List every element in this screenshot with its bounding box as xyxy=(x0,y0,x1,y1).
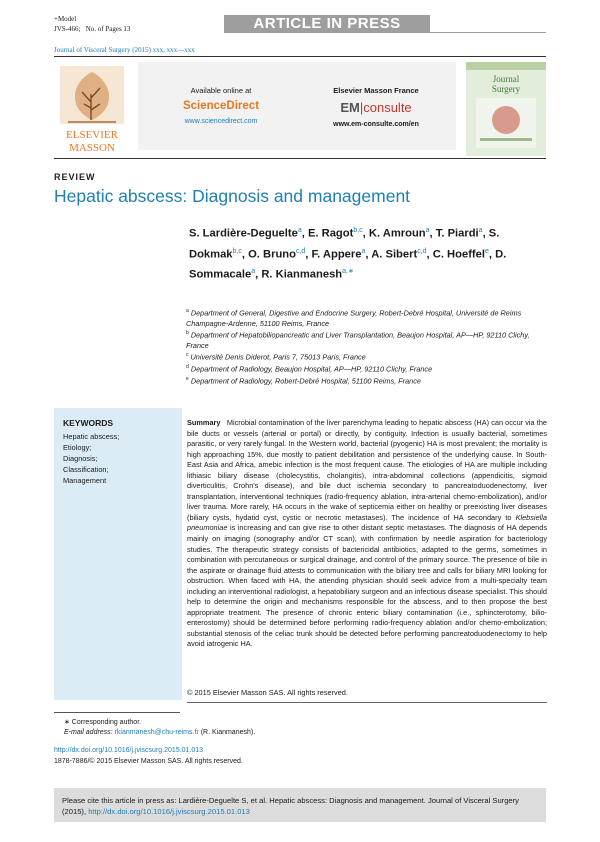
keyword-item: Classification; xyxy=(63,465,109,474)
author-name: S. Dokmak xyxy=(189,227,500,261)
keyword-item: Diagnosis; xyxy=(63,454,98,463)
affiliation-text: Department of Radiology, Beaujon Hospital, AP—HP, 92110 Clichy, France xyxy=(190,364,433,374)
abstract-divider xyxy=(187,702,547,703)
affiliation-d xyxy=(186,362,536,375)
author-affiliation-marker: a xyxy=(297,227,302,234)
author-name: S. Lardière-Deguelte xyxy=(189,227,298,240)
footnote-divider xyxy=(54,712,180,713)
em-brand-right: consulte xyxy=(363,100,412,115)
affiliation-a xyxy=(186,306,536,329)
model-tag: +Model xyxy=(54,15,77,23)
email-owner: (R. Kianmanesh). xyxy=(200,729,256,736)
article-type: REVIEW xyxy=(54,172,96,182)
affiliation-text: Université Denis Diderot, Paris 7, 75013 Paris, France xyxy=(190,352,366,362)
corresponding-author-note: ∗ Corresponding author. xyxy=(64,719,142,726)
publisher-name: Elsevier Masson France xyxy=(333,86,419,95)
logo-text-masson: MASSON xyxy=(69,142,115,154)
author-name: K. Amroun xyxy=(368,227,426,240)
author-affiliation-marker: b,c xyxy=(232,247,242,255)
author-affiliation-marker: b,c xyxy=(353,227,363,234)
sciencedirect-logo: ScienceDirect xyxy=(182,100,260,112)
keyword-item: Etiology; xyxy=(63,443,92,452)
affiliation-e xyxy=(186,374,536,387)
keywords-heading: KEYWORDS xyxy=(63,418,114,428)
author-affiliation-marker: c,d xyxy=(295,247,306,255)
abstract-text-part2: is increasing and can give rise to other distant septic metastases. The diagnosis of HA depends mainly on imaging (sonography and/or CT scan), with confirmation by needle aspiration for bacteriology studies. The therapeutic strategy consists of bactericidal antibiotics, adapted to the germs, sometimes in combination with percutaneous or surgical drainage, and control of the primary source. The presence of bile in the aspirate or drainage fluid attests to communication with the biliary tree and calls for biliary MRI looking for obstruction. When faced with HA, the attending physician should seek advice from a multi-specialty team including an interventional radiologist, a hepatobiliary surgeon and an infectious disease specialist. This should help to determine the origin and mechanisms responsible for the abscess, and to then propose the best appropriate treatment. The presence of chronic enteric biliary contamination (i.e., sphincterotomy, bilio-enterostomy) should be determined before performing radio-frequency ablation and/or chemo-embolization; substantial stenosis of the celiac trunk should be detected before performing pancreatoduodenectomy to help avoid iatrogenic HA. xyxy=(187,523,547,649)
author-name: T. Piardi xyxy=(435,227,479,240)
article-code xyxy=(54,25,130,33)
banner-rule xyxy=(430,32,546,33)
author-affiliation-marker: a xyxy=(425,227,430,234)
affiliation-text: Department of Radiology, Robert-Debré Hospital, 51100 Reims, France xyxy=(190,376,421,386)
abstract-body xyxy=(187,418,547,650)
abstract-lead: Summary xyxy=(187,418,221,427)
keyword-item: Management xyxy=(63,476,107,485)
email-link[interactable]: rkianmanesh@chu-reims.fr xyxy=(114,729,199,736)
logo-text-elsevier: ELSEVIER xyxy=(66,129,118,141)
sciencedirect-link[interactable]: www.sciencedirect.com xyxy=(184,118,258,125)
cover-title-surgery: Surgery xyxy=(491,84,521,94)
journal-cover-thumbnail xyxy=(466,62,546,156)
author-affiliation-marker: a xyxy=(478,227,483,234)
author-affiliation-marker: a xyxy=(251,268,256,276)
author-affiliation-marker: a,∗ xyxy=(342,268,354,276)
header-divider xyxy=(54,56,546,57)
article-title: Hepatic abscess: Diagnosis and management xyxy=(54,186,411,206)
affiliation-text: Department of Hepatobiliopancreatic and Liver Transplantation, Beaujon Hospital, AP—HP, 92110 Clichy, France xyxy=(186,330,530,350)
author-name: E. Ragot xyxy=(307,227,354,240)
elsevier-masson-logo xyxy=(54,64,130,156)
em-consulte-link[interactable]: www.em-consulte.com/en xyxy=(333,121,419,128)
citation-doi-link[interactable]: http://dx.doi.org/10.1016/j.jviscsurg.2015.01.013 xyxy=(88,807,250,816)
author-affiliation-marker: e xyxy=(484,247,489,255)
email-footnote xyxy=(64,729,255,736)
affiliation-marker: b xyxy=(186,330,189,336)
affiliation-c xyxy=(186,350,536,363)
available-online-label: Available online at xyxy=(190,86,252,95)
abstract-copyright: © 2015 Elsevier Masson SAS. All rights reserved. xyxy=(187,688,348,697)
em-brand-divider: | xyxy=(359,100,364,115)
author-name: A. Sibert xyxy=(371,248,418,261)
affiliation-marker: a xyxy=(186,308,189,314)
email-label: E-mail address: xyxy=(64,729,113,736)
issn-copyright: 1878-7886/© 2015 Elsevier Masson SAS. All rights reserved. xyxy=(54,758,243,765)
publisher-masthead xyxy=(138,62,456,150)
author-name: F. Appere xyxy=(311,248,362,261)
citation-prefix: Please cite this article in press as: Lardière-Deguelte S, et al. Hepatic abscess: Diagnosis and management. Journal of Visceral Surgery (2015), xyxy=(62,796,519,816)
article-in-press-banner: ARTICLE IN PRESS xyxy=(224,15,430,33)
author-name: D. Sommacale xyxy=(189,248,507,282)
masthead-divider xyxy=(54,158,546,159)
affiliation-text: Department of General, Digestive and Endocrine Surgery, Robert-Debré Hospital, Université de Reims Champagne-Ardenne, 51100 Reims, France xyxy=(186,308,522,328)
doi-link[interactable]: http://dx.doi.org/10.1016/j.jviscsurg.2015.01.013 xyxy=(54,747,204,754)
affiliation-marker: e xyxy=(186,376,189,382)
abstract-organism: Klebsiella pneumoniae xyxy=(187,512,547,533)
author-name: O. Bruno xyxy=(248,248,296,261)
em-brand-left: EM xyxy=(340,100,360,115)
page-count: No. of Pages 13 xyxy=(85,25,131,33)
author-name: C. Hoeffel xyxy=(432,248,485,261)
citation-text xyxy=(62,795,540,817)
author-affiliation-marker: a xyxy=(361,247,366,255)
em-consulte-logo xyxy=(308,100,444,115)
author-list: S. Lardière-Deguelte$^a$, E. Ragot$^{b,c}$, K. Amroun$^a$, T. Piardi$^a$, S. Dokmak$^{b,c}$, O. Bruno$^{c,d}$, F. Appere$^a$, A. Sibert$^{c,d}$, C. Hoeffel$^e$, D. Sommacale$^a$, R. Kianmanesh$^{a,∗}$ xyxy=(189,227,507,282)
journal-reference-link[interactable]: Journal of Visceral Surgery (2015) xxx, xxx—xxx xyxy=(54,46,195,54)
affiliation-marker: d xyxy=(186,364,189,370)
affiliation-b xyxy=(186,328,536,351)
keyword-item: Hepatic abscess; xyxy=(63,432,120,441)
abstract-text-part1: Microbial contamination of the liver parenchyma leading to hepatic abscess (HA) can occur via the bile ducts or vessels (arterial or portal) or directly, by contiguity. Infection is usually bacterial, sometimes parasitic, or very rarely fungal. In the Western world, bacterial (pyogenic) HA is most prevalent; the mortality is high approaching 15%, due mostly to patient debilitation and persistence of the underlying cause. In South-East Asia and Africa, amebic infection is the most frequent cause. The etiologies of HA are multiple including lithiasic biliary disease (cholecystitis, cholangitis), intra-abdominal collections (appendicitis, sigmoid diverticulitis, Crohn's disease), and bile duct ischemia secondary to pancreatoduodenectomy, liver transplantation, interventional techniques (radio-frequency ablation, intra-arterial chemo-embolization), and/or liver trauma. More rarely, HA occurs in the wake of septicemia either on healthy or preexisting liver diseases (biliary cysts, hydatid cyst, cystic or necrotic metastases). The incidence of HA secondary to xyxy=(187,418,547,522)
affiliation-marker: c xyxy=(186,352,189,358)
cover-title-journal: Journal xyxy=(492,74,520,84)
author-name: R. Kianmanesh xyxy=(261,269,343,282)
article-id: JVS-466; xyxy=(54,25,81,33)
author-affiliation-marker: c,d xyxy=(417,247,427,255)
